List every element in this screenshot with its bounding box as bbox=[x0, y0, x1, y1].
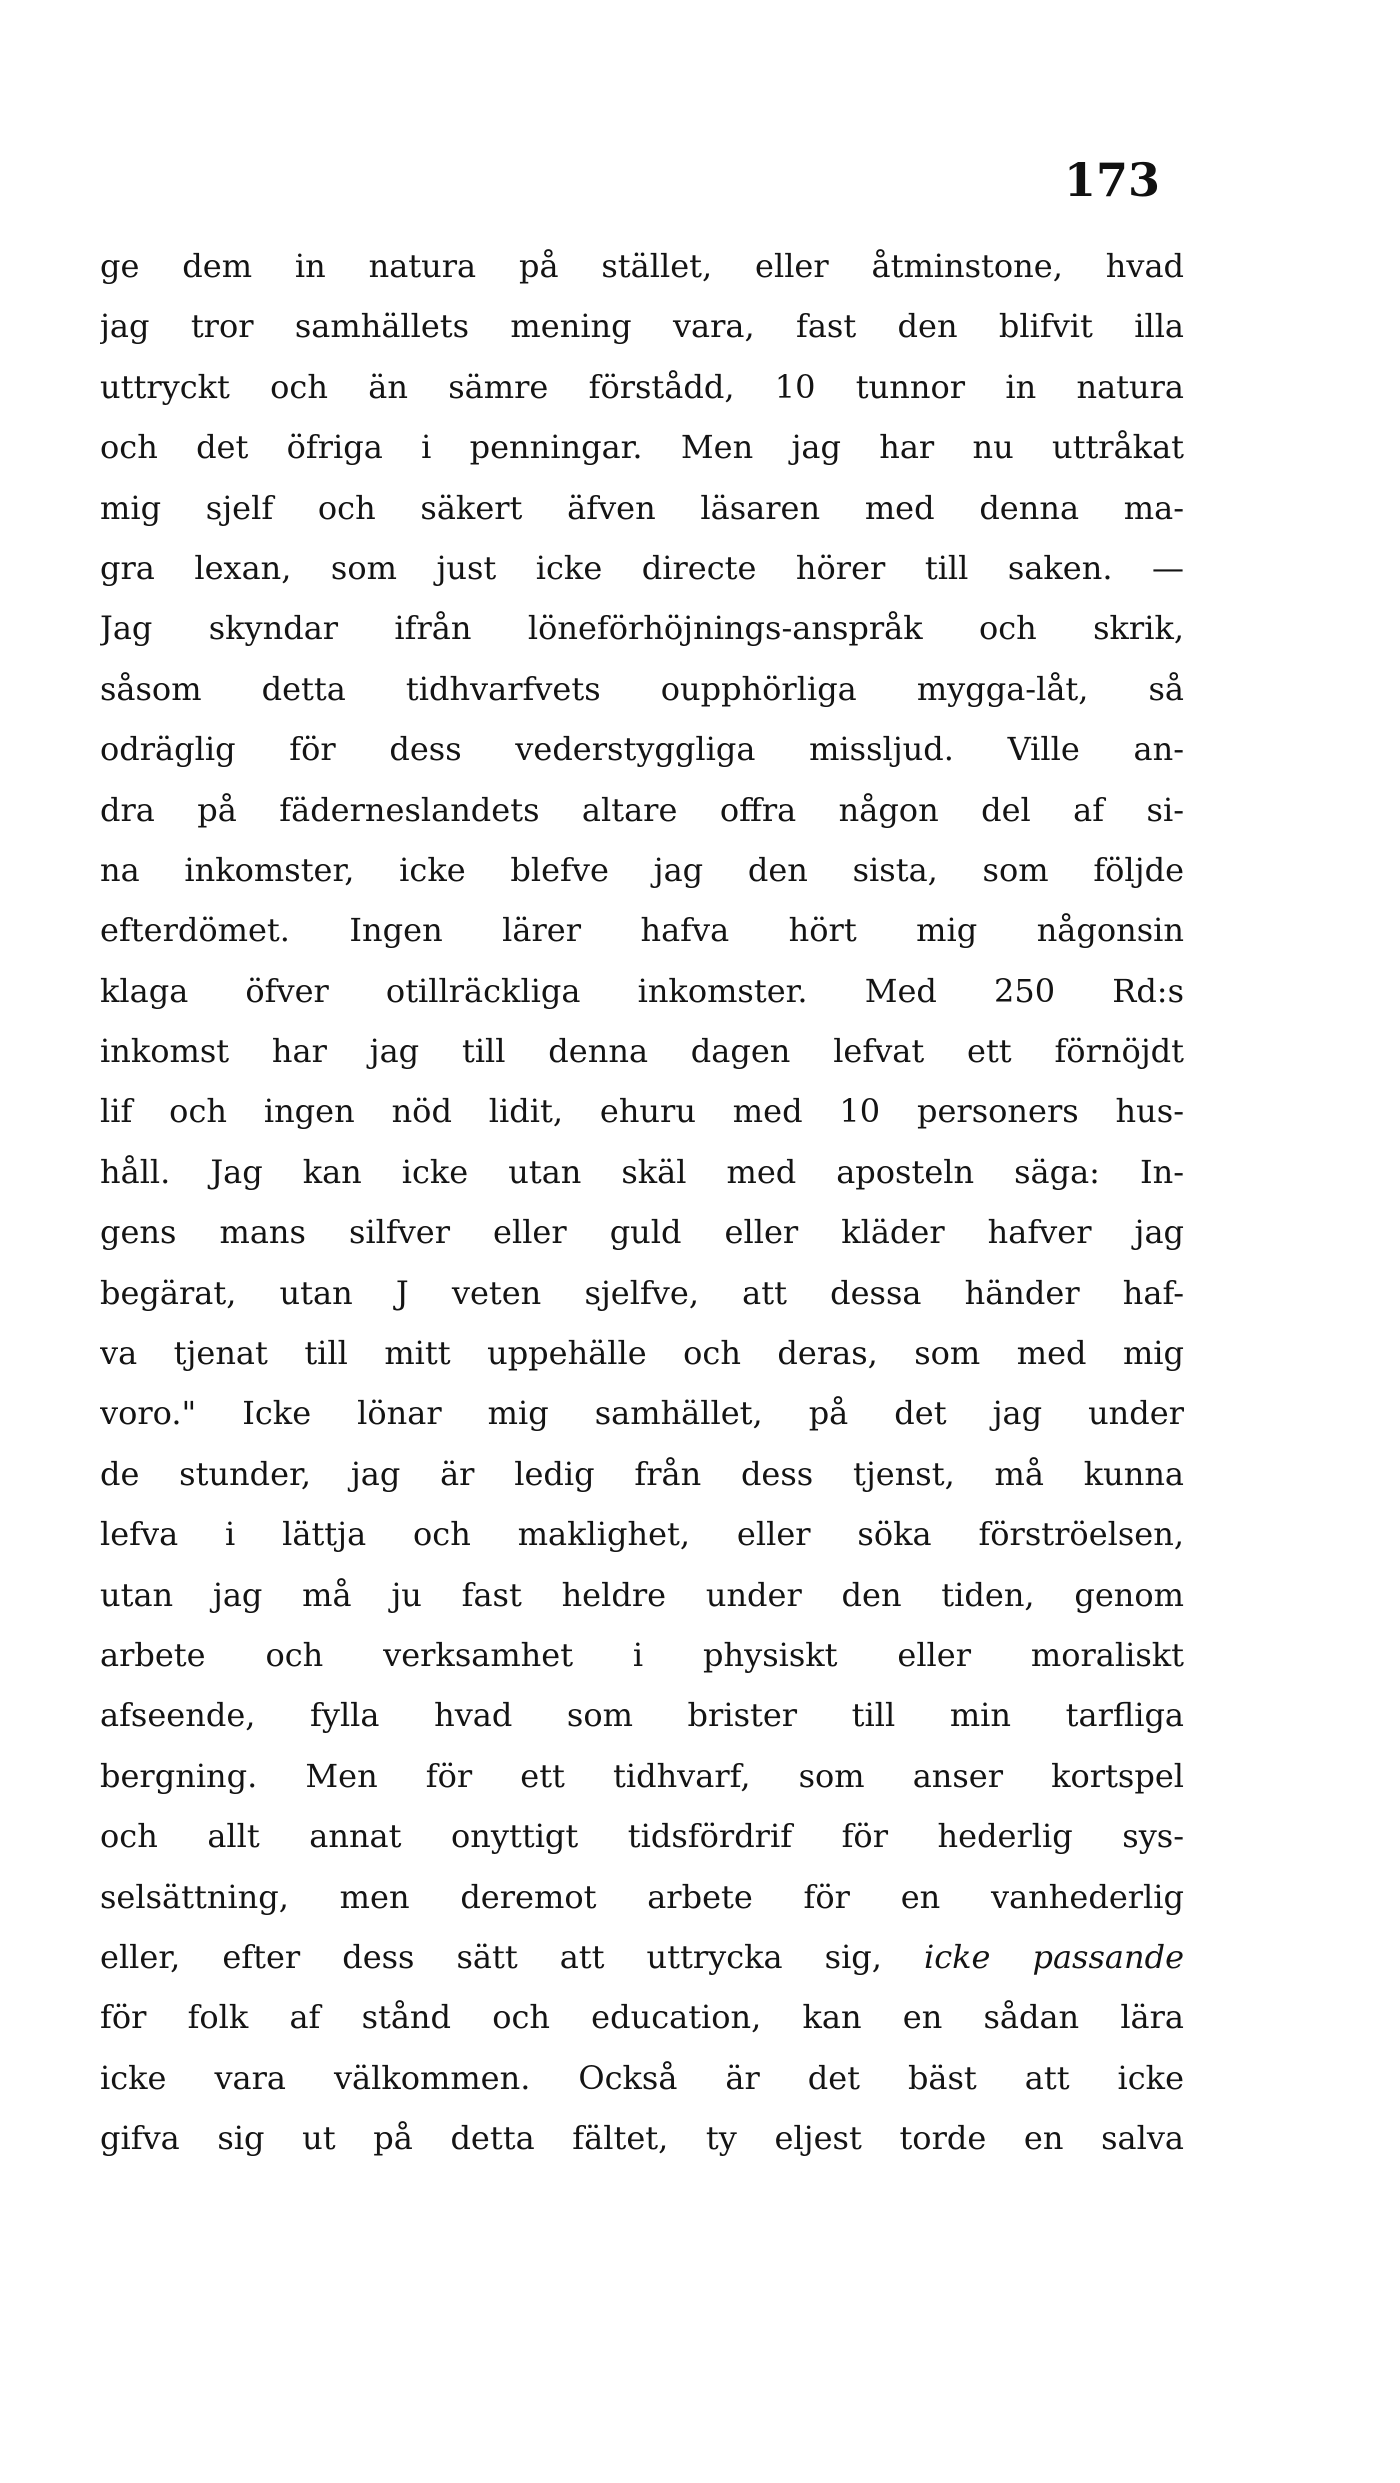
text-line bbox=[100, 1565, 1184, 1625]
text-line bbox=[100, 236, 1184, 296]
text-line bbox=[100, 840, 1184, 900]
body-text bbox=[100, 236, 1184, 2169]
text-line bbox=[100, 1685, 1184, 1745]
text-line bbox=[100, 1081, 1184, 1141]
text-segment: utan jag må ju fast heldre under den tiden, genom bbox=[100, 1575, 1184, 1614]
italic-phrase: icke passande bbox=[923, 1937, 1184, 1976]
text-segment: lif och ingen nöd lidit, ehuru med 10 personers hus- bbox=[100, 1092, 1184, 1131]
text-segment: bergning. Men för ett tidhvarf, som anser kortspel bbox=[100, 1756, 1184, 1795]
text-segment: uttryckt och än sämre förstådd, 10 tunnor in natura bbox=[100, 367, 1184, 406]
text-segment: selsättning, men deremot arbete för en vanhederlig bbox=[100, 1877, 1184, 1916]
text-segment: begärat, utan J veten sjelfve, att dessa händer haf- bbox=[100, 1273, 1184, 1312]
text-line bbox=[100, 598, 1184, 658]
text-line bbox=[100, 1444, 1184, 1504]
text-line bbox=[100, 1383, 1184, 1443]
text-line bbox=[100, 417, 1184, 477]
text-segment: för folk af stånd och education, kan en sådan lära bbox=[100, 1998, 1184, 2037]
text-line bbox=[100, 659, 1184, 719]
text-line bbox=[100, 2108, 1184, 2168]
text-line bbox=[100, 900, 1184, 960]
text-segment: och det öfriga i penningar. Men jag har nu uttråkat bbox=[100, 428, 1184, 467]
text-line bbox=[100, 1806, 1184, 1866]
text-line bbox=[100, 719, 1184, 779]
text-segment: gra lexan, som just icke directe hörer till saken. — bbox=[100, 548, 1184, 587]
text-segment: dra på fäderneslandets altare offra någon del af si- bbox=[100, 790, 1184, 829]
text-line bbox=[100, 1202, 1184, 1262]
text-line bbox=[100, 1142, 1184, 1202]
text-segment: håll. Jag kan icke utan skäl med aposteln säga: In- bbox=[100, 1152, 1184, 1191]
text-segment: jag tror samhällets mening vara, fast den blifvit illa bbox=[100, 307, 1184, 346]
text-line bbox=[100, 296, 1184, 356]
text-segment: såsom detta tidhvarfvets oupphörliga mygga-låt, så bbox=[100, 669, 1184, 708]
text-line bbox=[100, 961, 1184, 1021]
text-line bbox=[100, 478, 1184, 538]
text-segment: inkomst har jag till denna dagen lefvat ett förnöjdt bbox=[100, 1032, 1184, 1071]
text-line bbox=[100, 1927, 1184, 1987]
text-line bbox=[100, 1625, 1184, 1685]
text-segment: de stunder, jag är ledig från dess tjenst, må kunna bbox=[100, 1454, 1184, 1493]
text-segment: gifva sig ut på detta fältet, ty eljest torde en salva bbox=[100, 2119, 1184, 2158]
text-line bbox=[100, 1867, 1184, 1927]
text-segment: na inkomster, icke blefve jag den sista, som följde bbox=[100, 850, 1184, 889]
text-segment: lefva i lättja och maklighet, eller söka förströelsen, bbox=[100, 1515, 1184, 1554]
text-line bbox=[100, 538, 1184, 598]
text-segment: ge dem in natura på stället, eller åtminstone, hvad bbox=[100, 247, 1184, 285]
text-segment: icke vara välkommen. Också är det bäst att icke bbox=[100, 2058, 1184, 2097]
text-segment: Jag skyndar ifrån löneförhöjnings-anspråk och skrik, bbox=[100, 609, 1184, 648]
text-line bbox=[100, 1746, 1184, 1806]
text-line bbox=[100, 1504, 1184, 1564]
text-line bbox=[100, 1263, 1184, 1323]
text-line bbox=[100, 2048, 1184, 2108]
text-segment: klaga öfver otillräckliga inkomster. Med 250 Rd:s bbox=[100, 971, 1184, 1010]
text-segment: arbete och verksamhet i physiskt eller moraliskt bbox=[100, 1635, 1184, 1674]
text-segment: och allt annat onyttigt tidsfördrif för hederlig sys- bbox=[100, 1817, 1184, 1856]
text-line bbox=[100, 780, 1184, 840]
text-segment: efterdömet. Ingen lärer hafva hört mig någonsin bbox=[100, 911, 1184, 950]
text-segment: afseende, fylla hvad som brister till min tarfliga bbox=[100, 1696, 1184, 1735]
text-line bbox=[100, 1987, 1184, 2047]
text-segment: voro." Icke lönar mig samhället, på det jag under bbox=[100, 1394, 1184, 1433]
page-number: 173 bbox=[1063, 153, 1160, 207]
text-line bbox=[100, 1323, 1184, 1383]
text-segment: eller, efter dess sätt att uttrycka sig, bbox=[100, 1937, 924, 1976]
text-segment: mig sjelf och säkert äfven läsaren med denna ma- bbox=[100, 488, 1184, 527]
text-line bbox=[100, 1021, 1184, 1081]
text-segment: odräglig för dess vederstyggliga missljud. Ville an- bbox=[100, 730, 1184, 769]
text-segment: va tjenat till mitt uppehälle och deras, som med mig bbox=[100, 1334, 1184, 1373]
text-line bbox=[100, 357, 1184, 417]
text-segment: gens mans silfver eller guld eller kläder hafver jag bbox=[100, 1213, 1184, 1252]
